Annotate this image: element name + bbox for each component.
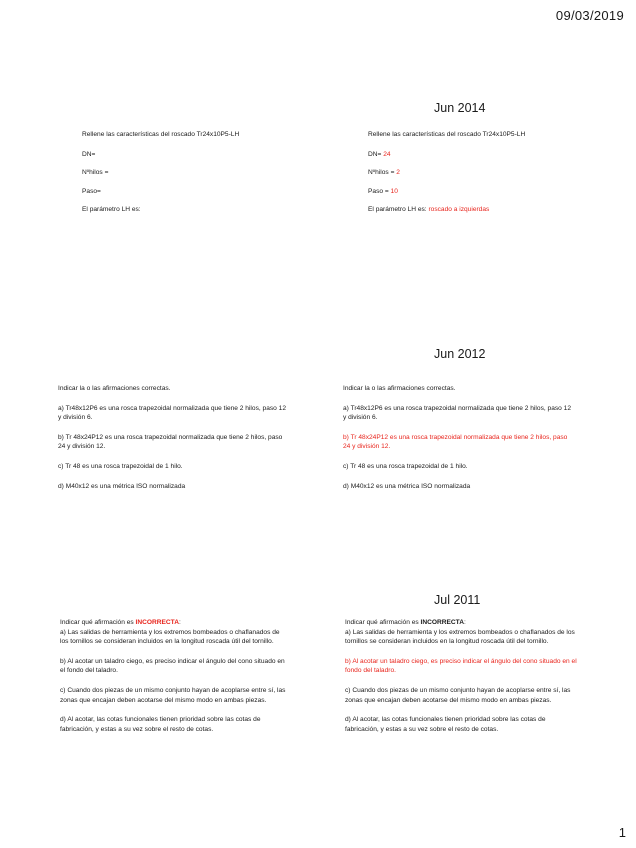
slide3-option-d: d) Al acotar, las cotas funcionales tienen prioridad sobre las cotas de fabricación, y estas a su vez sobre el resto de cotas. <box>60 716 261 733</box>
slide2-option-d: d) M40x12 es una métrica ISO normalizada <box>58 482 186 490</box>
slide1-lh-label: El parámetro LH es: <box>82 206 141 214</box>
page-number: 1 <box>618 825 626 840</box>
slide1-question <box>82 130 314 225</box>
slide3-answer-prompt: Indicar qué afirmación es INCORRECTA: <box>345 619 466 626</box>
slide1-answer-hilos-value: 2 <box>396 169 400 177</box>
slide2-option-b: b) Tr 48x24P12 es una rosca trapezoidal normalizada que tiene 2 hilos, paso 24 y división 12. <box>58 433 283 451</box>
slide1-heading: Jun 2014 <box>434 101 486 115</box>
slide3-answer-option-b-correct: b) Al acotar un taladro ciego, es preciso indicar el ángulo del cono situado en el fondo del taladro. <box>345 657 577 675</box>
slide1-answer-dn-value: 24 <box>383 150 391 158</box>
slide1-answer-paso-value: 10 <box>390 187 398 195</box>
slide1-answer <box>368 130 600 225</box>
slide2-question <box>58 384 290 501</box>
slide2-answer-option-d: d) M40x12 es una métrica ISO normalizada <box>343 482 471 490</box>
slide3-answer <box>345 618 577 744</box>
slide1-answer-dn: DN= 24 <box>368 150 391 158</box>
slide3-prompt: Indicar qué afirmación es INCORRECTA: <box>60 619 181 626</box>
slide3-answer-option-a: a) Las salidas de herramienta y los extremos bombeados o chaflanados de los tornillos se consideran incluidos en la longitud roscada útil del tornillo. <box>345 628 575 646</box>
slide1-hilos-label: Nºhilos = <box>82 169 109 177</box>
slide3-option-c: c) Cuando dos piezas de un mismo conjunto hayan de acoplarse entre sí, las zonas que encajan deben acotarse del mismo modo en ambas piezas. <box>60 686 286 704</box>
slide1-answer-prompt: Rellene las características del roscado Tr24x10P5-LH <box>368 131 526 138</box>
slide1-dn-label: DN= <box>82 150 96 158</box>
slide2-heading: Jun 2012 <box>434 347 486 361</box>
slide3-question <box>60 618 288 744</box>
slide1-answer-paso: Paso = 10 <box>368 187 398 195</box>
slide2-answer-option-b-correct: b) Tr 48x24P12 es una rosca trapezoidal normalizada que tiene 2 hilos, paso 24 y división 12. <box>343 433 568 451</box>
slide1-paso-label: Paso= <box>82 187 101 195</box>
slide2-answer-prompt: Indicar la o las afirmaciones correctas. <box>343 385 456 392</box>
slide1-answer-lh-value: roscado a izquierdas <box>428 206 490 214</box>
slide3-answer-option-c: c) Cuando dos piezas de un mismo conjunto hayan de acoplarse entre sí, las zonas que encajan deben acotarse del mismo modo en ambas piezas. <box>345 686 571 704</box>
slide2-answer-option-c: c) Tr 48 es una rosca trapezoidal de 1 hilo. <box>343 462 468 470</box>
slide1-prompt: Rellene las características del roscado Tr24x10P5-LH <box>82 131 240 138</box>
slide2-option-c: c) Tr 48 es una rosca trapezoidal de 1 hilo. <box>58 462 183 470</box>
slide2-option-a: a) Tr48x12P6 es una rosca trapezoidal normalizada que tiene 2 hilos, paso 12 y división 6. <box>58 404 286 422</box>
slide3-option-a: a) Las salidas de herramienta y los extremos bombeados o chaflanados de los tornillos se consideran incluidos en la longitud roscada útil del tornillo. <box>60 628 280 646</box>
slide2-answer <box>343 384 575 501</box>
slide3-heading: Jul 2011 <box>434 593 481 607</box>
slide2-answer-option-a: a) Tr48x12P6 es una rosca trapezoidal normalizada que tiene 2 hilos, paso 12 y división 6. <box>343 404 571 422</box>
slide3-answer-prompt-keyword: INCORRECTA <box>420 619 464 626</box>
slide1-answer-hilos: Nºhilos = 2 <box>368 169 400 177</box>
slide3-option-b: b) Al acotar un taladro ciego, es preciso indicar el ángulo del cono situado en el fondo del taladro. <box>60 657 285 675</box>
slide2-prompt: Indicar la o las afirmaciones correctas. <box>58 385 171 392</box>
slide1-answer-lh: El parámetro LH es: roscado a izquierdas <box>368 206 490 214</box>
slide3-answer-option-d: d) Al acotar, las cotas funcionales tienen prioridad sobre las cotas de fabricación, y estas a su vez sobre el resto de cotas. <box>345 716 546 733</box>
print-date: 09/03/2019 <box>555 8 624 23</box>
slide3-prompt-keyword: INCORRECTA <box>135 619 179 626</box>
